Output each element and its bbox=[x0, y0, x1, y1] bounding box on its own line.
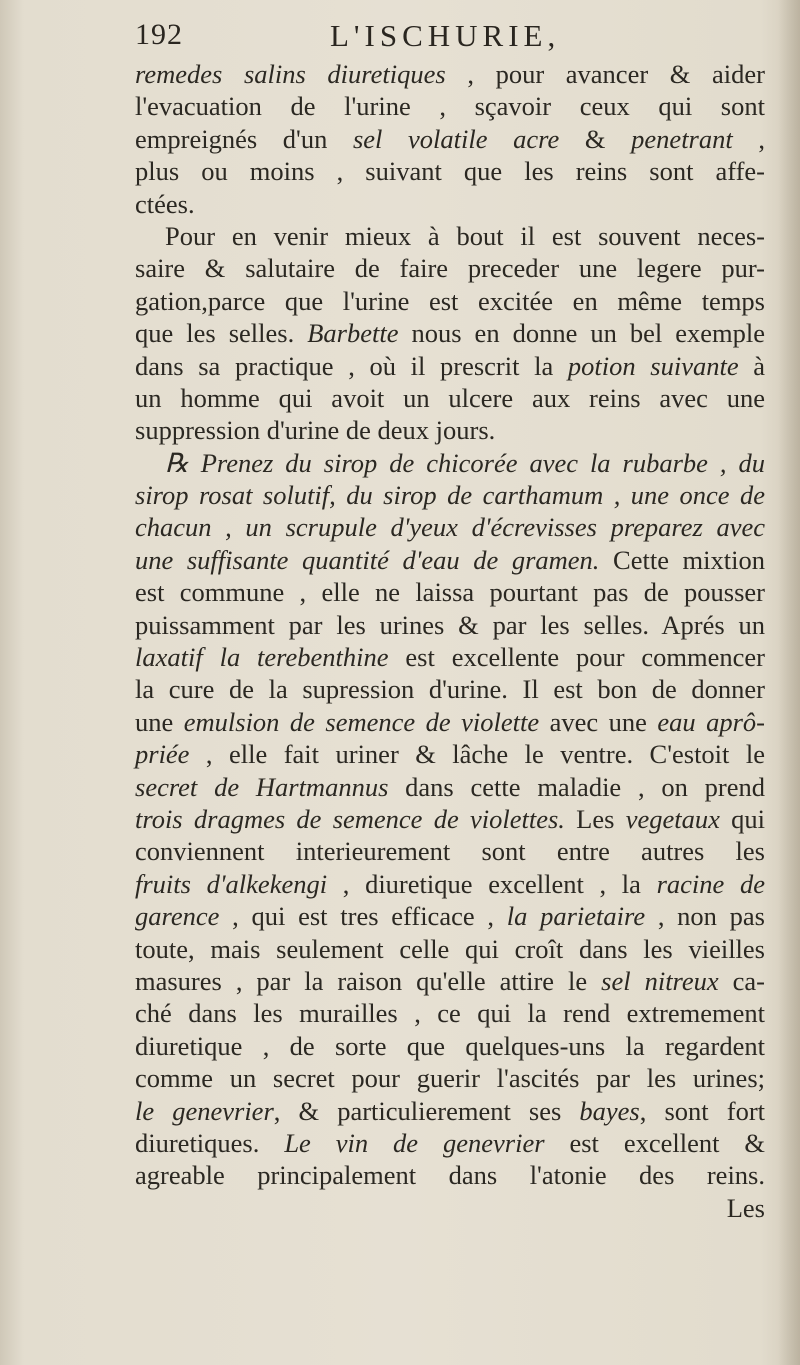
roman-text: Les bbox=[564, 803, 626, 834]
roman-text: puissamment par les urines & par les selles. Aprés un bbox=[135, 609, 765, 640]
text-line bbox=[135, 673, 765, 705]
text-line bbox=[135, 706, 765, 738]
roman-text: , pour avancer & aider bbox=[445, 59, 765, 89]
italic-text: racine de bbox=[656, 868, 765, 899]
italic-text: une suffisante quantité d'eau de gramen. bbox=[135, 544, 600, 575]
roman-text: ca- bbox=[718, 965, 765, 996]
roman-text: ché dans les murailles , ce qui la rend extremement bbox=[135, 998, 765, 1029]
text-line bbox=[135, 58, 765, 90]
italic-text: sel nitreux bbox=[601, 965, 719, 996]
roman-text: saire & salutaire de faire preceder une legere pur- bbox=[135, 253, 765, 284]
text-line bbox=[135, 738, 765, 770]
italic-text: eau aprô- bbox=[657, 706, 766, 737]
text-line bbox=[135, 1159, 765, 1191]
text-line bbox=[135, 933, 765, 965]
roman-text: diuretique , de sorte que quelques-uns la regardent bbox=[135, 1030, 765, 1061]
text-line bbox=[135, 868, 765, 900]
roman-text: qui bbox=[719, 803, 765, 834]
text-line bbox=[135, 155, 765, 187]
roman-text: , sont fort bbox=[639, 1095, 765, 1126]
roman-text: conviennent interieurement sont entre autres les bbox=[135, 836, 765, 867]
running-head bbox=[135, 18, 735, 58]
roman-text: à bbox=[738, 350, 766, 381]
roman-text: la cure de la supression d'urine. Il est bon de donner bbox=[135, 674, 765, 705]
text-line bbox=[135, 350, 765, 382]
page-edge-shadow bbox=[778, 0, 800, 1365]
roman-text: est excellente pour commencer bbox=[388, 642, 765, 673]
text-line bbox=[135, 576, 765, 608]
italic-text: emulsion de semence de violette bbox=[183, 706, 540, 737]
italic-text: la parietaire bbox=[506, 901, 646, 932]
text-line bbox=[135, 188, 765, 220]
italic-text: trois dragmes de semence de violettes. bbox=[135, 803, 565, 834]
italic-text: remedes salins diuretiques bbox=[135, 59, 446, 89]
text-line bbox=[135, 382, 765, 414]
text-line bbox=[135, 1095, 765, 1127]
roman-text: , elle fait uriner & lâche le ventre. C'estoit le bbox=[189, 739, 765, 770]
text-line bbox=[135, 803, 765, 835]
roman-text: , qui est tres efficace , bbox=[219, 901, 507, 932]
roman-text: dans cette maladie , on prend bbox=[388, 771, 765, 802]
text-line bbox=[135, 123, 765, 155]
roman-text: , bbox=[732, 123, 765, 154]
text-line bbox=[135, 252, 765, 284]
text-line bbox=[135, 511, 765, 543]
italic-text: fruits d'alkekengi bbox=[135, 868, 328, 899]
roman-text: empreignés d'un bbox=[135, 123, 353, 154]
text-line bbox=[135, 641, 765, 673]
italic-text: sel volatile acre bbox=[352, 123, 560, 154]
roman-text: & bbox=[559, 123, 632, 154]
roman-text: un homme qui avoit un ulcere aux reins avec une bbox=[135, 382, 765, 413]
roman-text: , diuretique excellent , la bbox=[327, 868, 657, 899]
body-text bbox=[135, 58, 765, 1224]
roman-text: que les selles. bbox=[135, 318, 308, 349]
text-line bbox=[135, 609, 765, 641]
italic-text: ℞ Prenez du sirop de chicorée avec la rubarbe , du bbox=[165, 447, 765, 478]
italic-text: penetrant bbox=[631, 123, 733, 154]
roman-text: Pour en venir mieux à bout il est souvent neces- bbox=[165, 220, 765, 251]
text-line bbox=[135, 1030, 765, 1062]
italic-text: Barbette bbox=[307, 318, 399, 349]
italic-text: garence bbox=[135, 901, 220, 932]
text-line bbox=[135, 1127, 765, 1159]
text-line bbox=[135, 997, 765, 1029]
text-line bbox=[135, 90, 765, 122]
roman-text: Les bbox=[726, 1192, 765, 1223]
text-line bbox=[135, 447, 765, 479]
italic-text: Le vin de genevrier bbox=[284, 1127, 545, 1158]
roman-text: une bbox=[135, 706, 184, 737]
text-line bbox=[135, 414, 765, 446]
roman-text: , non pas bbox=[645, 901, 765, 932]
roman-text: toute, mais seulement celle qui croît dans les vieilles bbox=[135, 933, 765, 964]
italic-text: laxatif la terebenthine bbox=[135, 642, 389, 673]
roman-text: comme un secret pour guerir l'ascités par les urines; bbox=[135, 1063, 765, 1094]
roman-text: l'evacuation de l'urine , sçavoir ceux qui sont bbox=[135, 91, 765, 122]
text-line bbox=[135, 835, 765, 867]
text-line bbox=[135, 317, 765, 349]
roman-text: avec une bbox=[539, 706, 658, 737]
roman-text: est commune , elle ne laissa pourtant pas de pousser bbox=[135, 577, 765, 608]
roman-text: est excellent & bbox=[544, 1127, 766, 1158]
text-line bbox=[135, 771, 765, 803]
text-line bbox=[135, 479, 765, 511]
text-line bbox=[135, 285, 765, 317]
italic-text: potion suivante bbox=[567, 350, 739, 381]
text-line bbox=[135, 544, 765, 576]
italic-text: bayes bbox=[579, 1095, 640, 1126]
roman-text: nous en donne un bel exemple bbox=[398, 318, 765, 349]
italic-text: chacun , un scrupule d'yeux d'écrevisses preparez avec bbox=[135, 512, 765, 543]
italic-text: vegetaux bbox=[625, 803, 720, 834]
roman-text: dans sa practique , où il prescrit la bbox=[135, 350, 568, 381]
roman-text: diuretiques. bbox=[135, 1127, 285, 1158]
text-line bbox=[135, 965, 765, 997]
text-line bbox=[135, 900, 765, 932]
italic-text: priée bbox=[135, 739, 190, 770]
roman-text: plus ou moins , suivant que les reins sont affe- bbox=[135, 156, 765, 187]
italic-text: le genevrier bbox=[135, 1095, 274, 1126]
roman-text: ctées. bbox=[135, 188, 195, 219]
text-line bbox=[135, 1192, 765, 1224]
text-line bbox=[135, 220, 765, 252]
text-line bbox=[135, 1062, 765, 1094]
roman-text: agreable principalement dans l'atonie des reins. bbox=[135, 1160, 765, 1191]
running-title: L'ISCHURIE, bbox=[330, 18, 561, 53]
roman-text: , & particulierement ses bbox=[273, 1095, 580, 1126]
italic-text: sirop rosat solutif, du sirop de carthamum , une once de bbox=[135, 480, 765, 511]
roman-text: gation,parce que l'urine est excitée en même temps bbox=[135, 285, 765, 316]
roman-text: Cette mixtion bbox=[599, 544, 765, 575]
page-number: 192 bbox=[135, 18, 183, 51]
roman-text: suppression d'urine de deux jours. bbox=[135, 415, 496, 446]
roman-text: masures , par la raison qu'elle attire le bbox=[135, 965, 602, 996]
italic-text: secret de Hartmannus bbox=[135, 771, 389, 802]
